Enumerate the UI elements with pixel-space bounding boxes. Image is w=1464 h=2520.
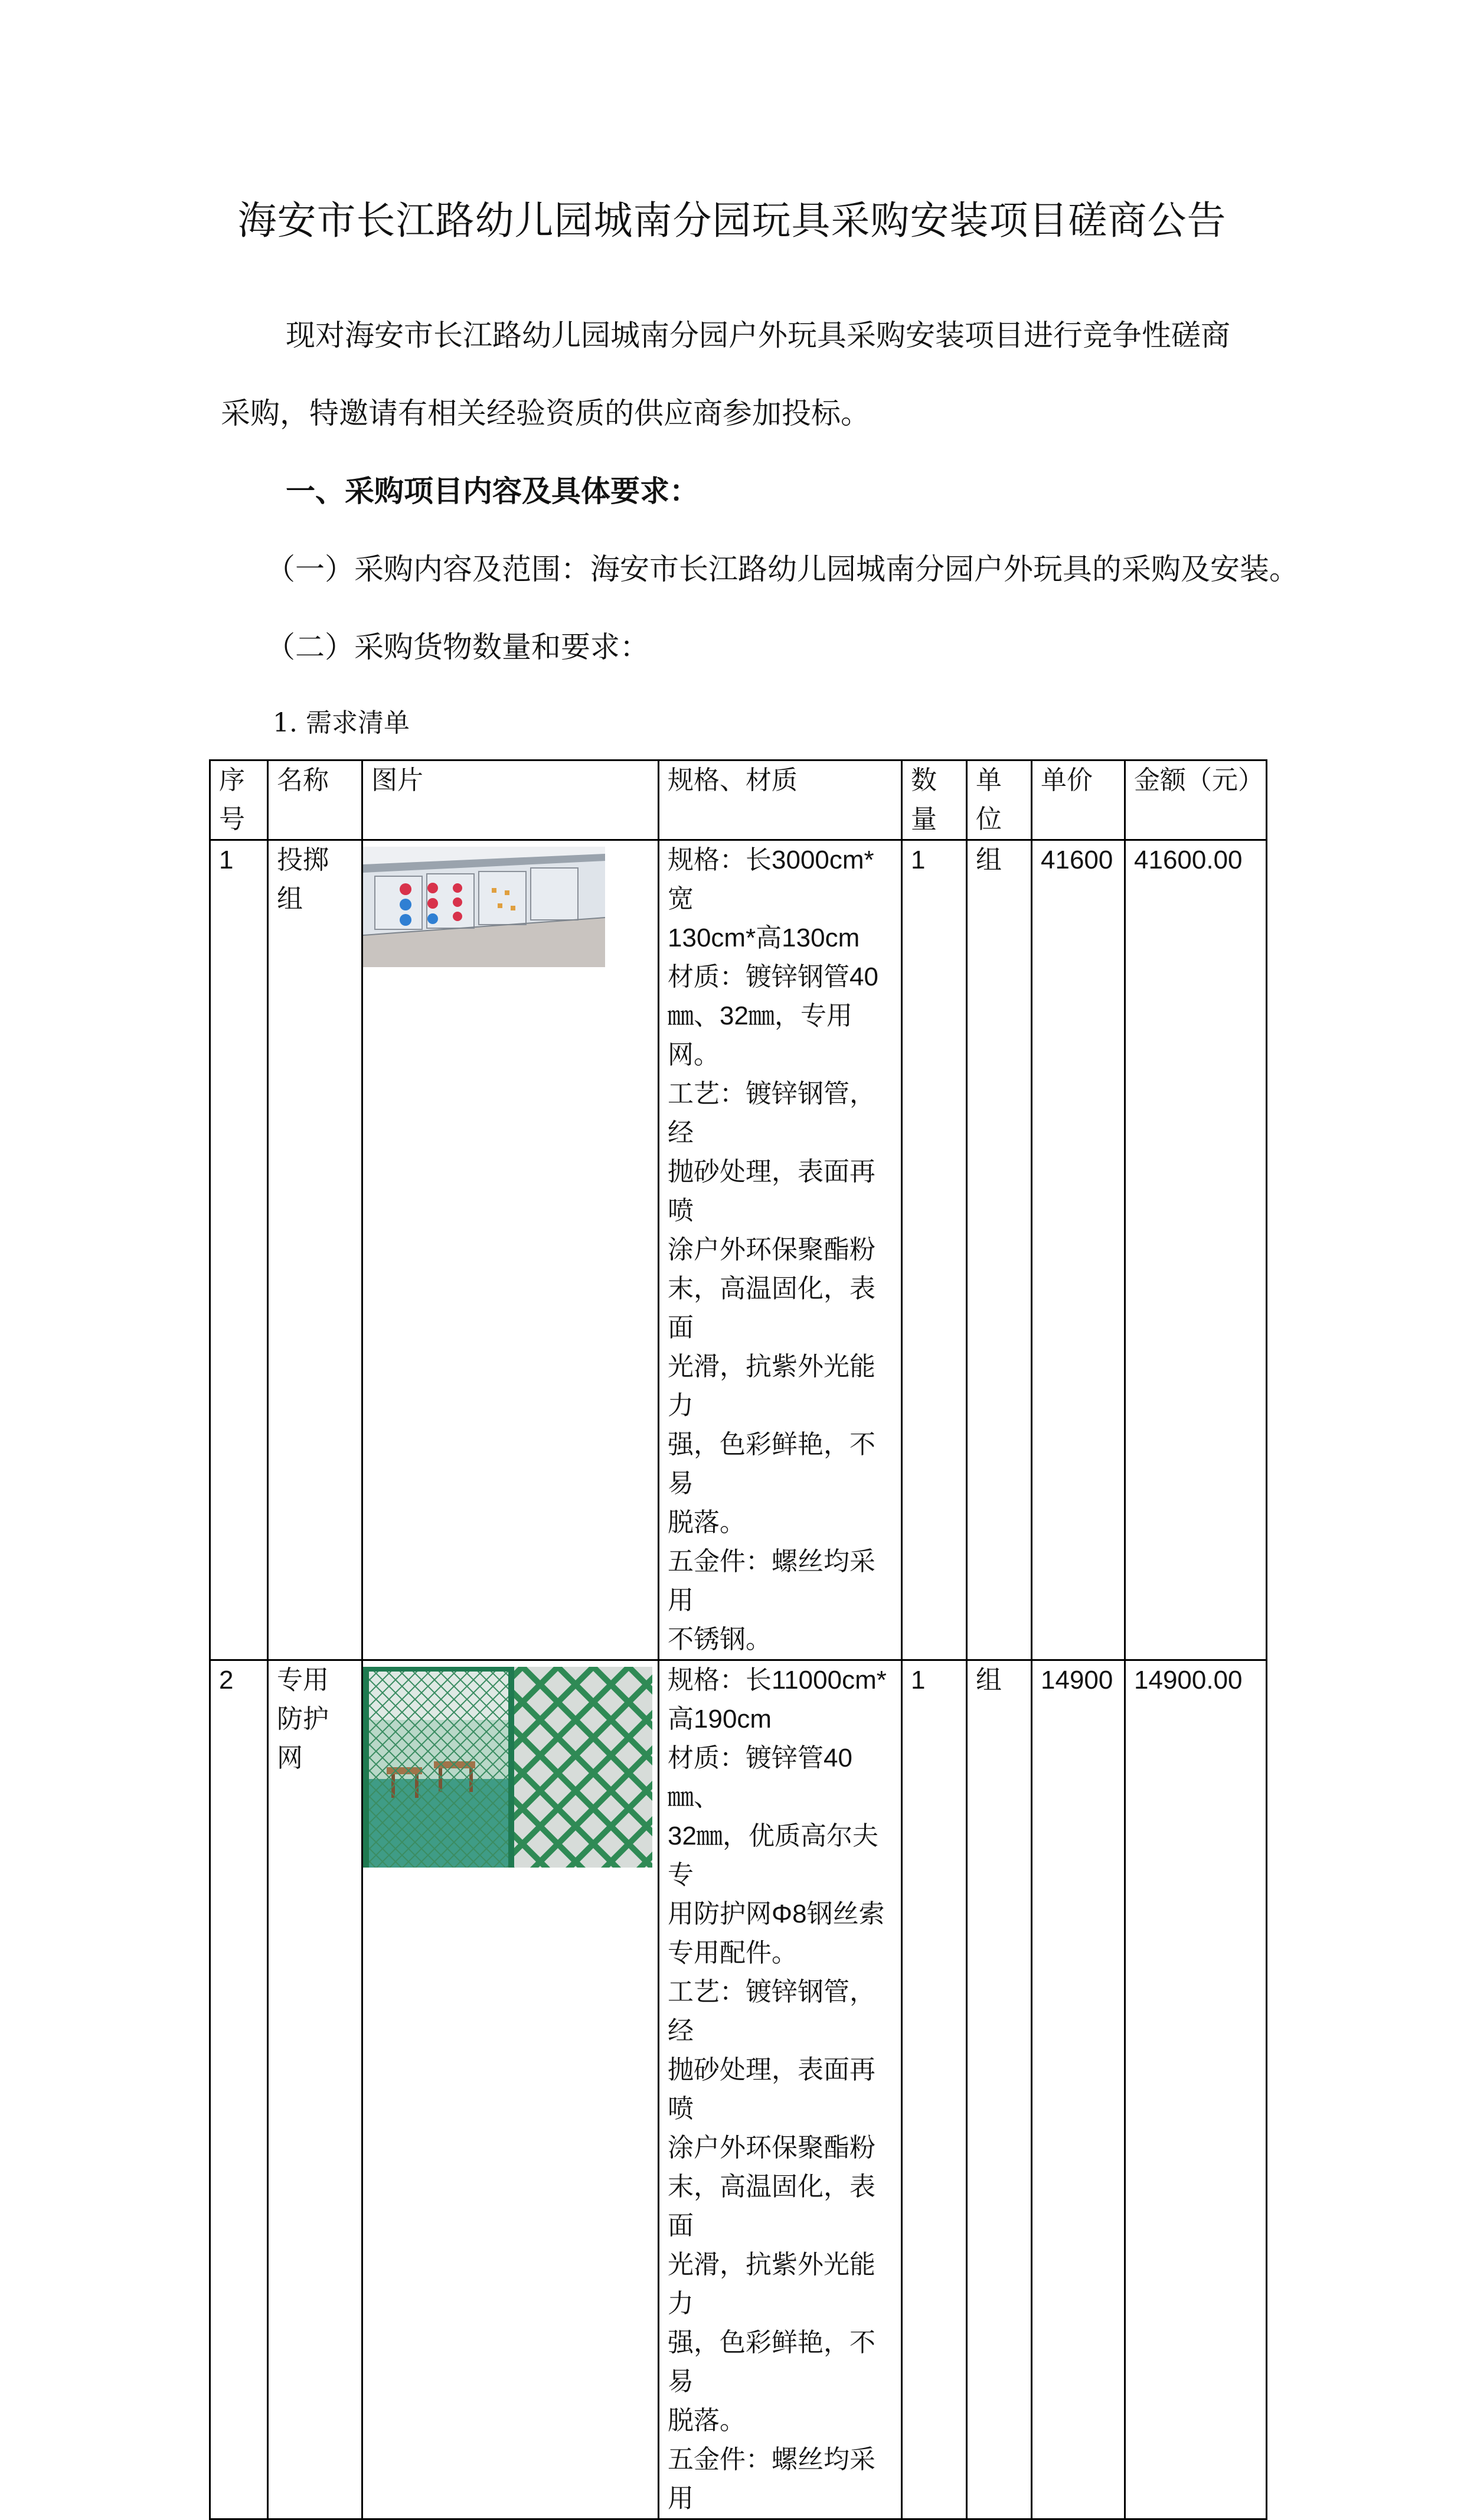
- cell-no: 1: [210, 840, 268, 1660]
- header-no: 序 号: [210, 760, 268, 840]
- cell-name: 专用 防护 网: [268, 1660, 362, 2519]
- list-title: 1. 需求清单: [273, 708, 410, 738]
- cell-unit: 组: [967, 1660, 1032, 2519]
- cell-unit: 组: [967, 840, 1032, 1660]
- header-amount: 金额（元）: [1125, 760, 1267, 840]
- protective-net-photo: [363, 1667, 652, 1868]
- table-header-row: [210, 760, 1267, 840]
- cell-amount: 41600.00: [1125, 840, 1267, 1660]
- cell-image: [362, 840, 659, 1660]
- header-spec: 规格、材质: [659, 760, 902, 840]
- cell-qty: 1: [902, 840, 967, 1660]
- cell-spec: 规格：长3000cm*宽 130cm*高130cm 材质：镀锌钢管40 ㎜、32㎜，专用网。 工艺：镀锌钢管，经 抛砂处理，表面再喷 涂户外环保聚酯粉 末，高温固化，表面 光滑，抗紫外光能力 强，色彩鲜艳，不易 脱落。 五金件：螺丝均采用 不锈钢。: [659, 840, 902, 1660]
- header-name: 名称: [268, 760, 362, 840]
- intro-line-2: 采购，特邀请有相关经验资质的供应商参加投标。: [221, 396, 870, 430]
- table-row: [210, 840, 1267, 1660]
- cell-name: 投掷 组: [268, 840, 362, 1660]
- item-scope: （一）采购内容及范围：海安市长江路幼儿园城南分园户外玩具的采购及安装。: [266, 552, 1299, 586]
- section-heading-1: 一、采购项目内容及具体要求：: [286, 474, 699, 508]
- cell-qty: 1: [902, 1660, 967, 2519]
- throwing-set-photo: [363, 847, 605, 967]
- cell-image: [362, 1660, 659, 2519]
- cell-no: 2: [210, 1660, 268, 2519]
- cell-spec: 规格：长11000cm* 高190cm 材质：镀锌管40㎜、 32㎜，优质高尔夫专 用防护网Φ8钢丝索 专用配件。 工艺：镀锌钢管，经 抛砂处理，表面再喷 涂户外环保聚酯粉 末，高温固化，表面 光滑，抗紫外光能力 强，色彩鲜艳，不易 脱落。 五金件：螺丝均采用: [659, 1660, 902, 2519]
- cell-price: 14900: [1032, 1660, 1125, 2519]
- header-price: 单价: [1032, 760, 1125, 840]
- header-qty: 数 量: [902, 760, 967, 840]
- page-title: 海安市长江路幼儿园城南分园玩具采购安装项目磋商公告: [237, 198, 1227, 243]
- item-quantity: （二）采购货物数量和要求：: [266, 630, 649, 664]
- requirements-table: [209, 759, 1267, 2520]
- header-image: 图片: [362, 760, 659, 840]
- header-unit: 单 位: [967, 760, 1032, 840]
- cell-price: 41600: [1032, 840, 1125, 1660]
- table-row: [210, 1660, 1267, 2519]
- intro-line-1: 现对海安市长江路幼儿园城南分园户外玩具采购安装项目进行竞争性磋商: [286, 318, 1230, 352]
- cell-amount: 14900.00: [1125, 1660, 1267, 2519]
